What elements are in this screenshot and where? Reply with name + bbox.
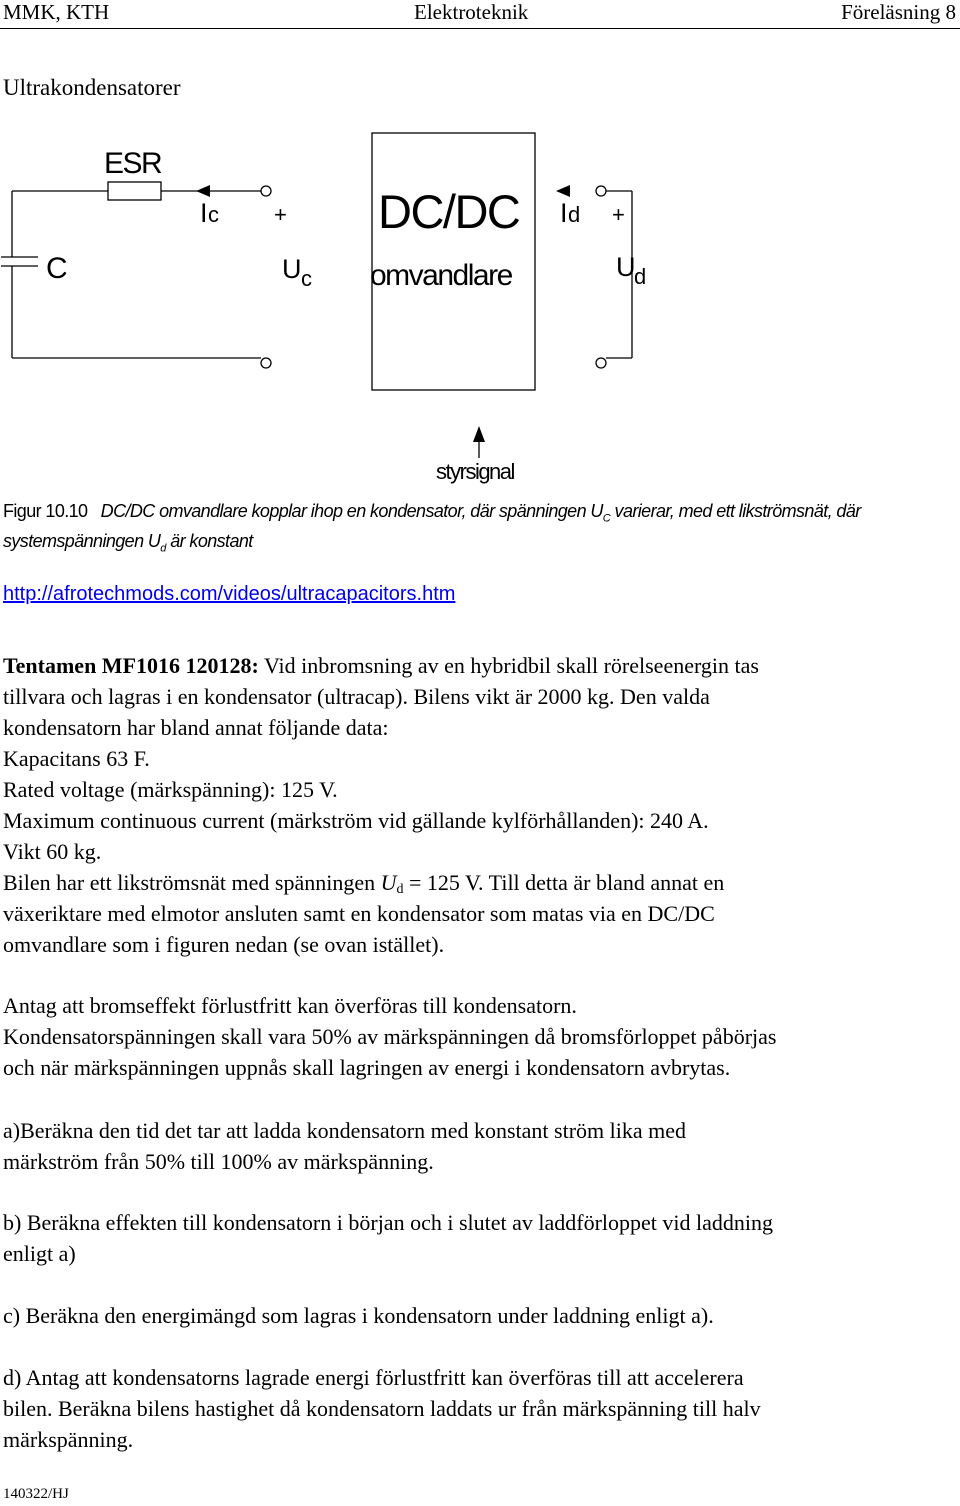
question-b-line-2: enligt a) (3, 1241, 76, 1266)
esr-label: ESR (104, 147, 162, 180)
terminal-ud-plus (596, 186, 606, 196)
question-d-line-3: märkspänning. (3, 1427, 134, 1452)
uc-label: $U_c$ (282, 254, 311, 291)
exam-line-7: Vikt 60 kg. (3, 839, 102, 864)
figure-caption: Figur 10.10 DC/DC omvandlare kopplar ihop en kondensator, där spänningen $U_C$ varierar, med ett likströmsnät, där systemspänningen $U_d$ är konstant (3, 501, 861, 555)
question-a-line-2: märkström från 50% till 100% av märkspänning. (3, 1149, 434, 1174)
question-c-line-1: c) Beräkna den energimängd som lagras i kondensatorn under laddning enligt a). (3, 1303, 714, 1328)
header-lecture: Föreläsning 8 (841, 0, 956, 24)
question-d-line-2: bilen. Beräkna bilens hastighet då kondensatorn laddats ur från märkspänning till halv (3, 1396, 761, 1421)
exam-line-8: Bilen har ett likströmsnät med spänningen $U_d = 125$ V. Till detta är bland annat en (3, 870, 725, 897)
exam-line-4: Kapacitans 63 F. (3, 746, 150, 771)
ud-plus-sign: + (612, 202, 624, 227)
ic-label: Ic (200, 198, 218, 228)
dcdc-title: DC/DC (378, 185, 520, 238)
section-title: Ultrakondensatorer (3, 75, 181, 100)
exam-line-1: Tentamen MF1016 120128: Vid inbromsning av en hybridbil skall rörelseenergin tas (3, 653, 759, 678)
capacitor-label: C (46, 252, 67, 285)
header-subject: Elektroteknik (414, 0, 529, 24)
terminal-ud-minus (596, 358, 606, 368)
ud-label: $U_d$ (616, 252, 645, 289)
exam-line-9: växeriktare med elmotor ansluten samt en kondensator som matas via en DC/DC (3, 901, 715, 926)
video-link[interactable]: http://afrotechmods.com/videos/ultracapacitors.htm (3, 583, 456, 605)
header-divider (0, 28, 960, 29)
question-d-line-1: d) Antag att kondensatorns lagrade energi förlustfritt kan överföras till att accelerera (3, 1365, 744, 1390)
id-arrow-icon (556, 185, 570, 197)
exam-line-5: Rated voltage (märkspänning): 125 V. (3, 777, 338, 802)
question-b-line-1: b) Beräkna effekten till kondensatorn i början och i slutet av laddförloppet vid laddning (3, 1210, 773, 1235)
dcdc-subtitle: omvandlare (370, 259, 512, 292)
para2-line-3: och när märkspänningen uppnås skall lagringen av energi i kondensatorn avbrytas. (3, 1055, 731, 1080)
terminal-uc-minus (261, 358, 271, 368)
control-arrow-icon (473, 426, 485, 442)
uc-plus-sign: + (274, 202, 286, 227)
para2-line-2: Kondensatorspänningen skall vara 50% av märkspänningen då bromsförloppet påbörjas (3, 1024, 777, 1049)
id-label: Id (560, 198, 579, 228)
header-course: MMK, KTH (3, 0, 110, 24)
exam-line-3: kondensatorn har bland annat följande data: (3, 715, 389, 740)
para2-line-1: Antag att bromseffekt förlustfritt kan överföras till kondensatorn. (3, 993, 577, 1018)
terminal-uc-plus (261, 186, 271, 196)
exam-line-10: omvandlare som i figuren nedan (se ovan istället). (3, 932, 445, 957)
ic-arrow-icon (196, 185, 210, 197)
footer-code: 140322/HJ (3, 1486, 69, 1502)
exam-line-2: tillvara och lagras i en kondensator (ultracap). Bilens vikt är 2000 kg. Den valda (3, 684, 710, 709)
control-signal-label: styrsignal (436, 459, 514, 484)
esr-resistor (108, 182, 161, 200)
exam-line-6: Maximum continuous current (märkström vid gällande kylförhållanden): 240 A. (3, 808, 709, 833)
circuit-diagram (0, 128, 960, 488)
question-a-line-1: a)Beräkna den tid det tar att ladda kondensatorn med konstant ström lika med (3, 1118, 687, 1143)
